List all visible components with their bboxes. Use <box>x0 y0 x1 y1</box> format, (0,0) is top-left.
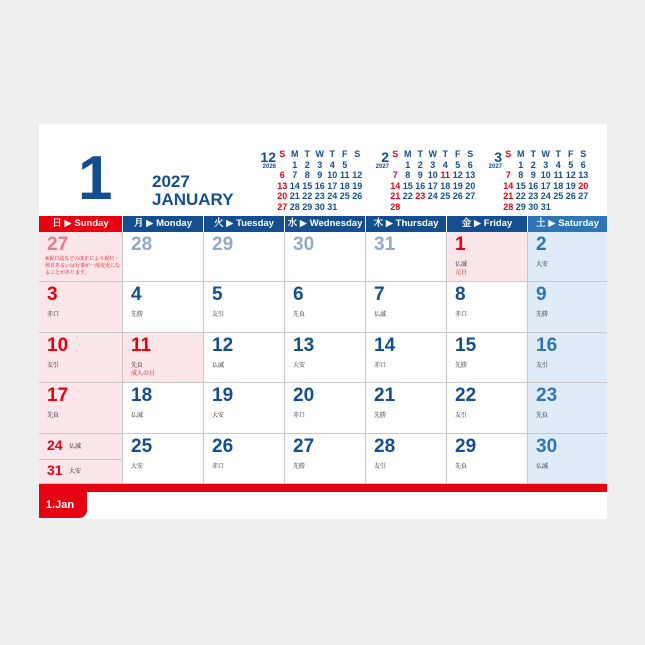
mini-day: 10 <box>540 170 551 181</box>
day-cell <box>285 383 366 433</box>
rokuyo-label: 大安 <box>69 468 82 475</box>
mini-day <box>427 202 440 213</box>
day-number: 7 <box>374 284 385 306</box>
day-cell <box>123 232 204 282</box>
mini-weekday-label: S <box>279 149 286 159</box>
mini-weekday-label: S <box>354 149 361 159</box>
weekday-header: 日 ▶ Sunday <box>39 216 123 232</box>
mini-day: 16 <box>528 180 539 191</box>
mini-day: 14 <box>390 180 401 191</box>
day-cell <box>528 434 607 484</box>
day-number: 4 <box>131 284 142 306</box>
rokuyo-label: 大安 <box>131 463 144 470</box>
mini-day: 18 <box>339 180 350 191</box>
rokuyo-label: 先勝 <box>455 362 468 369</box>
mini-weekday-label: S <box>580 149 587 159</box>
mini-weekday-label: S <box>467 149 474 159</box>
rokuyo-label: 先負 <box>47 413 60 420</box>
mini-day: 14 <box>289 180 300 191</box>
day-cell <box>123 434 204 484</box>
mini-day <box>552 202 565 213</box>
mini-day: 20 <box>465 180 476 191</box>
day-number: 29 <box>455 435 477 457</box>
split-divider <box>39 459 122 460</box>
day-cell <box>285 434 366 484</box>
mini-weekday-label: M <box>291 149 299 159</box>
mini-weekday-label: T <box>555 149 561 159</box>
mini-day <box>351 160 364 171</box>
mini-day <box>339 202 352 213</box>
mini-day <box>577 202 590 213</box>
day-cell <box>366 383 447 433</box>
mini-day: 6 <box>580 159 586 170</box>
mini-day: 1 <box>518 159 524 170</box>
mini-day: 20 <box>277 191 288 202</box>
weekday-header-row <box>39 216 607 232</box>
mini-day: 12 <box>352 170 363 181</box>
mini-weekday-label: M <box>517 149 525 159</box>
mini-calendar-month: 3 <box>494 149 502 165</box>
rokuyo-label: 先勝 <box>374 413 387 420</box>
day-cell <box>285 232 366 282</box>
mini-calendar-month: 2 <box>381 149 389 165</box>
mini-day: 3 <box>543 159 549 170</box>
rokuyo-label: 仏滅 <box>69 443 82 450</box>
mini-day <box>565 202 578 213</box>
mini-day: 2 <box>530 159 536 170</box>
mini-day: 4 <box>329 159 335 170</box>
mini-day: 9 <box>317 170 323 181</box>
mini-day: 11 <box>553 170 563 181</box>
mini-day: 15 <box>302 180 313 191</box>
rokuyo-label: 仏滅 <box>131 413 144 420</box>
mini-day <box>351 202 364 213</box>
mini-weekday-label: F <box>568 149 574 159</box>
rokuyo-label: 先勝 <box>131 312 144 319</box>
day-cell <box>447 282 528 332</box>
rokuyo-label: 赤口 <box>374 362 387 369</box>
rokuyo-label: 大安 <box>293 362 306 369</box>
mini-day <box>452 202 465 213</box>
rokuyo-label: 友引 <box>455 413 468 420</box>
mini-day: 16 <box>314 180 325 191</box>
day-number: 29 <box>212 234 234 255</box>
holiday-name: 元日 <box>455 270 468 276</box>
mini-day: 2 <box>417 159 423 170</box>
mini-day: 28 <box>390 201 401 212</box>
mini-day: 24 <box>427 191 438 202</box>
mini-day: 18 <box>553 180 564 191</box>
mini-day: 13 <box>277 180 288 191</box>
mini-day: 27 <box>578 191 589 202</box>
rokuyo-label: 大安 <box>536 262 549 268</box>
month-tab: 1.Jan <box>39 492 87 518</box>
mini-day: 26 <box>565 191 576 202</box>
mini-day: 5 <box>455 159 461 170</box>
mini-day: 7 <box>505 170 511 181</box>
day-cell <box>447 333 528 383</box>
mini-day: 12 <box>565 170 576 181</box>
day-number: 27 <box>47 234 69 255</box>
day-cell <box>366 333 447 383</box>
day-number: 27 <box>293 435 315 457</box>
day-number: 2 <box>536 234 547 255</box>
mini-calendar-year: 2027 <box>488 164 502 170</box>
day-cell <box>39 434 123 484</box>
mini-day: 13 <box>465 170 476 181</box>
mini-day: 23 <box>528 191 539 202</box>
mini-day: 10 <box>327 170 338 181</box>
mini-weekday-label: T <box>304 149 310 159</box>
day-cell <box>123 383 204 433</box>
rokuyo-label: 先勝 <box>293 463 306 470</box>
day-number: 31 <box>47 461 63 478</box>
mini-day: 26 <box>352 191 363 202</box>
mini-day <box>439 202 452 213</box>
mini-calendar-year: 2026 <box>262 164 276 170</box>
day-cell <box>285 333 366 383</box>
mini-day: 9 <box>530 170 536 181</box>
day-number: 6 <box>293 284 304 306</box>
mini-day: 26 <box>452 191 463 202</box>
day-number: 22 <box>455 385 477 407</box>
mini-weekday-label: M <box>404 149 412 159</box>
rokuyo-label: 先負 <box>536 413 549 420</box>
mini-day: 8 <box>304 170 310 181</box>
mini-day: 23 <box>415 191 426 202</box>
day-cell <box>123 333 204 383</box>
mini-calendar-month: 12 <box>260 149 276 165</box>
day-cell <box>447 232 528 282</box>
mini-day <box>502 160 515 171</box>
mini-day: 29 <box>302 201 313 212</box>
mini-day: 8 <box>518 170 524 181</box>
mini-day: 20 <box>578 180 589 191</box>
mini-day: 22 <box>302 191 313 202</box>
mini-day <box>276 160 289 171</box>
bottom-red-bar <box>39 484 607 492</box>
mini-day: 12 <box>452 170 463 181</box>
mini-day: 4 <box>442 159 448 170</box>
mini-day: 19 <box>565 180 576 191</box>
holiday-name: 成人の日 <box>131 370 156 377</box>
weekday-header: 木 ▶ Thursday <box>366 216 447 232</box>
mini-day: 5 <box>342 159 348 170</box>
mini-day: 6 <box>279 170 285 181</box>
day-cell <box>204 434 285 484</box>
mini-day: 17 <box>327 180 338 191</box>
mini-weekday-label: F <box>342 149 348 159</box>
mini-weekday-label: T <box>442 149 448 159</box>
mini-day: 29 <box>515 201 526 212</box>
day-cell <box>528 282 607 332</box>
mini-calendar-year: 2027 <box>375 164 389 170</box>
mini-day: 1 <box>405 159 411 170</box>
rokuyo-label: 先負 <box>293 312 306 319</box>
day-number: 12 <box>212 334 234 356</box>
mini-day: 21 <box>503 191 514 202</box>
day-number: 20 <box>293 385 315 407</box>
mini-weekday-label: T <box>329 149 335 159</box>
day-number: 28 <box>374 435 396 457</box>
mini-day: 24 <box>327 191 338 202</box>
mini-day: 17 <box>540 180 551 191</box>
day-number: 30 <box>293 234 315 255</box>
mini-day: 17 <box>427 180 438 191</box>
mini-weekday-label: W <box>428 149 437 159</box>
mini-day: 11 <box>339 170 350 181</box>
mini-day: 5 <box>568 159 574 170</box>
day-number: 26 <box>212 435 234 457</box>
mini-day: 2 <box>304 159 310 170</box>
weekday-header: 金 ▶ Friday <box>447 216 528 232</box>
rokuyo-label: 大安 <box>212 413 225 420</box>
mini-day <box>464 202 477 213</box>
mini-weekday-label: W <box>315 149 324 159</box>
day-cell <box>366 282 447 332</box>
mini-day <box>402 202 415 213</box>
mini-day: 6 <box>467 159 473 170</box>
holiday-disclaimer-note: ※祝日法などの改正により祝日・休日あるいは行事が一部変更になることがあります。 <box>45 256 121 276</box>
day-number: 8 <box>455 284 466 306</box>
mini-weekday-label: S <box>505 149 512 159</box>
month-name: JANUARY <box>152 190 234 209</box>
day-number: 16 <box>536 334 558 356</box>
rokuyo-label: 赤口 <box>47 312 60 319</box>
mini-day: 19 <box>352 180 363 191</box>
mini-day: 15 <box>515 180 526 191</box>
mini-weekday-label: S <box>392 149 399 159</box>
mini-day: 31 <box>540 201 551 212</box>
big-month-number: 1 <box>78 144 113 213</box>
day-number: 1 <box>455 234 466 255</box>
mini-day: 30 <box>314 201 325 212</box>
mini-day <box>389 160 402 171</box>
mini-day: 22 <box>402 191 413 202</box>
day-number: 10 <box>47 334 69 356</box>
mini-day: 11 <box>440 170 450 181</box>
mini-day: 24 <box>540 191 551 202</box>
day-cell <box>123 282 204 332</box>
mini-day: 10 <box>427 170 438 181</box>
day-cell <box>204 333 285 383</box>
mini-day: 25 <box>440 191 451 202</box>
mini-day: 23 <box>314 191 325 202</box>
day-number: 30 <box>536 435 558 457</box>
day-number: 9 <box>536 284 547 306</box>
mini-day: 16 <box>415 180 426 191</box>
mini-day: 21 <box>390 191 401 202</box>
mini-weekday-label: F <box>455 149 461 159</box>
weekday-header: 水 ▶ Wednesday <box>285 216 366 232</box>
mini-day: 28 <box>503 201 514 212</box>
rokuyo-label: 先負 <box>131 362 144 369</box>
day-number: 17 <box>47 385 69 407</box>
day-cell <box>366 232 447 282</box>
month-grid <box>39 232 607 484</box>
rokuyo-label: 仏滅 <box>455 262 468 268</box>
rokuyo-label: 仏滅 <box>536 463 549 470</box>
day-number: 23 <box>536 385 558 407</box>
mini-day: 27 <box>465 191 476 202</box>
mini-day: 25 <box>553 191 564 202</box>
mini-day: 4 <box>555 159 561 170</box>
mini-day: 7 <box>292 170 298 181</box>
mini-day: 27 <box>277 201 288 212</box>
day-cell <box>39 333 123 383</box>
mini-weekday-label: T <box>530 149 536 159</box>
day-cell <box>39 232 123 282</box>
day-number: 24 <box>47 436 63 453</box>
mini-day: 31 <box>327 201 338 212</box>
mini-day: 21 <box>289 191 300 202</box>
mini-weekday-label: T <box>417 149 423 159</box>
mini-day: 14 <box>503 180 514 191</box>
rokuyo-label: 友引 <box>374 463 387 470</box>
weekday-header: 月 ▶ Monday <box>123 216 204 232</box>
day-cell <box>528 383 607 433</box>
rokuyo-label: 先勝 <box>536 312 549 319</box>
mini-day: 13 <box>578 170 589 181</box>
year-label: 2027 <box>152 172 190 191</box>
day-cell <box>366 434 447 484</box>
rokuyo-label: 仏滅 <box>374 312 387 319</box>
mini-day: 18 <box>440 180 451 191</box>
day-cell <box>39 282 123 332</box>
day-number: 13 <box>293 334 315 356</box>
rokuyo-label: 仏滅 <box>212 362 225 369</box>
mini-day: 25 <box>339 191 350 202</box>
mini-day: 28 <box>289 201 300 212</box>
mini-day: 1 <box>292 159 298 170</box>
day-number: 3 <box>47 284 58 306</box>
mini-day: 22 <box>515 191 526 202</box>
day-cell <box>204 232 285 282</box>
mini-day <box>414 202 427 213</box>
day-cell <box>204 383 285 433</box>
mini-weekday-label: W <box>541 149 550 159</box>
day-number: 28 <box>131 234 153 255</box>
day-cell <box>204 282 285 332</box>
rokuyo-label: 友引 <box>536 362 549 369</box>
mini-day: 3 <box>430 159 436 170</box>
day-cell <box>285 282 366 332</box>
rokuyo-label: 赤口 <box>293 413 306 420</box>
day-number: 25 <box>131 435 153 457</box>
rokuyo-label: 友引 <box>212 312 225 319</box>
day-number: 14 <box>374 334 396 356</box>
rokuyo-label: 友引 <box>47 362 60 369</box>
day-number: 31 <box>374 234 396 255</box>
mini-day: 9 <box>417 170 423 181</box>
rokuyo-label: 先負 <box>455 463 468 470</box>
day-cell <box>528 333 607 383</box>
mini-day: 7 <box>392 170 398 181</box>
day-number: 15 <box>455 334 477 356</box>
mini-day: 30 <box>528 201 539 212</box>
mini-day: 3 <box>317 159 323 170</box>
day-cell <box>447 383 528 433</box>
day-number: 19 <box>212 385 234 407</box>
day-number: 18 <box>131 385 153 407</box>
mini-day: 8 <box>405 170 411 181</box>
weekday-header: 土 ▶ Saturday <box>528 216 607 232</box>
weekday-header: 火 ▶ Tuesday <box>204 216 285 232</box>
rokuyo-label: 赤口 <box>455 312 468 319</box>
day-cell <box>528 232 607 282</box>
day-cell <box>447 434 528 484</box>
day-number: 5 <box>212 284 223 306</box>
day-number: 11 <box>131 334 152 356</box>
day-cell <box>39 383 123 433</box>
mini-day: 19 <box>452 180 463 191</box>
rokuyo-label: 赤口 <box>212 463 225 470</box>
mini-day: 15 <box>402 180 413 191</box>
day-number: 21 <box>374 385 396 407</box>
